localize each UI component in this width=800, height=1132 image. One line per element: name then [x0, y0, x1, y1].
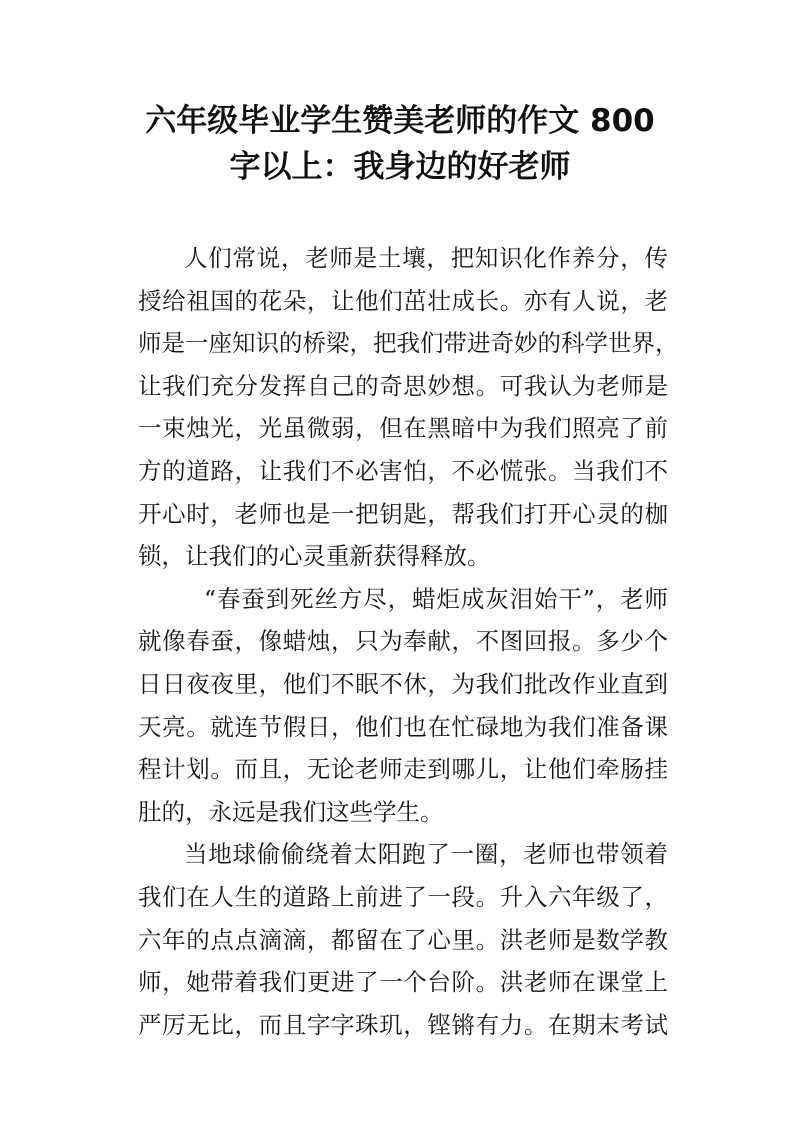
text-line: 锁，让我们的心灵重新获得释放。 — [138, 542, 491, 571]
text-line: 方的道路，让我们不必害怕，不必慌张。当我们不 — [138, 456, 668, 485]
text-line: 让我们充分发挥自己的奇思妙想。可我认为老师是 — [138, 371, 668, 400]
text-line: 师，她带着我们更进了一个台阶。洪老师在课堂上 — [138, 968, 668, 997]
text-line: 当地球偷偷绕着太阳跑了一圈，老师也带领着 — [184, 840, 668, 869]
document-body — [138, 237, 679, 1046]
text-line: 师是一座知识的桥梁，把我们带进奇妙的科学世界， — [138, 329, 679, 358]
title-line: 字以上：我身边的好老师 — [229, 149, 571, 185]
paragraph-3 — [138, 833, 668, 1046]
text-line: 日日夜夜里，他们不眠不休，为我们批改作业直到 — [138, 669, 668, 698]
text-line: 人们常说，老师是土壤，把知识化作养分，传 — [184, 244, 668, 272]
text-line: 程计划。而且，无论老师走到哪儿，让他们牵肠挂 — [138, 755, 668, 784]
text-line: 六年的点点滴滴，都留在了心里。洪老师是数学教 — [138, 925, 668, 954]
paragraph-2 — [138, 578, 668, 834]
text-line: 开心时，老师也是一把钥匙，帮我们打开心灵的枷 — [138, 499, 668, 528]
text-line: 一束烛光，光虽微弱，但在黑暗中为我们照亮了前 — [138, 414, 668, 443]
text-line: 天亮。就连节假日，他们也在忙碌地为我们准备课 — [138, 712, 668, 741]
text-line: 肚的，永远是我们这些学生。 — [138, 797, 444, 826]
text-line: 我们在人生的道路上前进了一段。升入六年级了， — [138, 882, 668, 911]
text-line: 就像春蚕，像蜡烛，只为奉献，不图回报。多少个 — [138, 627, 668, 656]
text-line: 严厉无比，而且字字珠玑，铿锵有力。在期末考试 — [138, 1010, 668, 1039]
document-title — [0, 98, 800, 190]
text-line: 授给祖国的花朵，让他们茁壮成长。亦有人说，老 — [138, 286, 668, 315]
title-line: 六年级毕业学生赞美老师的作文 800 — [145, 103, 655, 139]
text-line: “春蚕到死丝方尽，蜡炬成灰泪始干”，老师 — [204, 584, 668, 613]
paragraph-1 — [138, 237, 679, 578]
